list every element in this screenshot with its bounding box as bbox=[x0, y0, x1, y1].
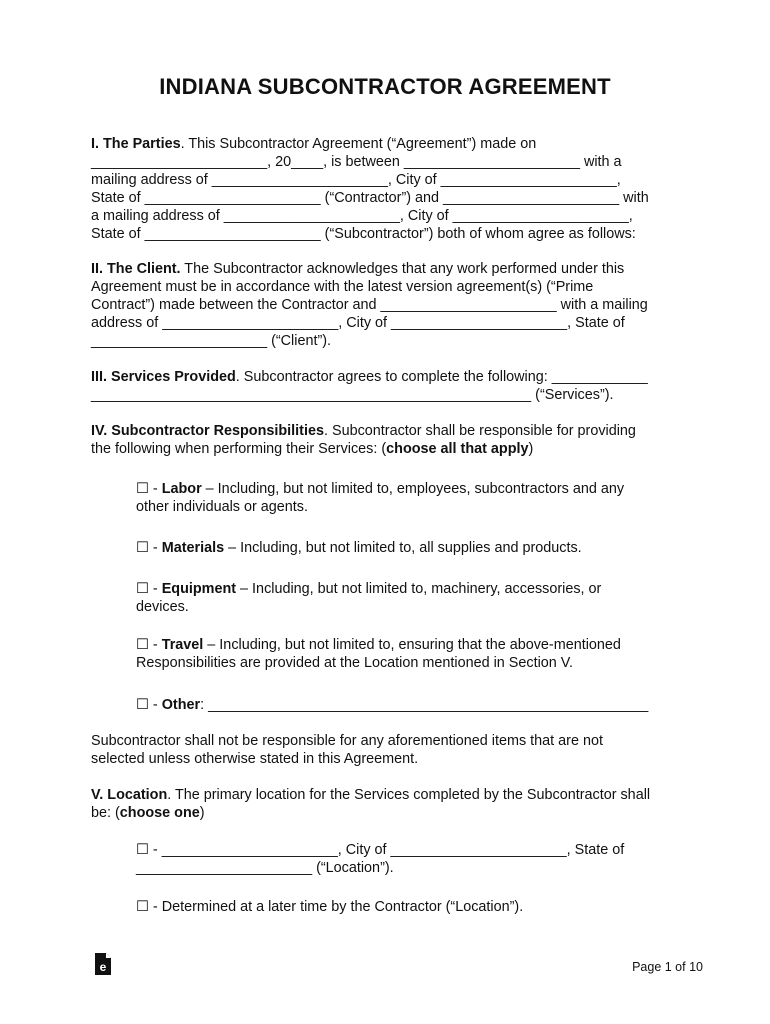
parties-line-3: mailing address of ______________________, City of ______________________, bbox=[91, 172, 621, 188]
materials-label: Materials bbox=[161, 540, 225, 556]
responsibilities-note-1: Subcontractor shall not be responsible for any aforementioned items that are not bbox=[91, 733, 603, 749]
location-line-1: V. Location. The primary location for the Services completed by the Subcontractor shall bbox=[91, 787, 651, 803]
page-number: Page 1 of 10 bbox=[632, 960, 703, 974]
parties-heading: I. The Parties bbox=[91, 136, 181, 152]
location-later-checkbox[interactable]: ☐ bbox=[136, 899, 149, 915]
labor-label: Labor bbox=[161, 481, 202, 497]
responsibilities-line-2: the following when performing their Services: (choose all that apply) bbox=[91, 441, 534, 457]
labor-checkbox[interactable]: ☐ bbox=[136, 481, 149, 497]
client-line-5: ______________________ (“Client”). bbox=[91, 333, 332, 349]
document-title: INDIANA SUBCONTRACTOR AGREEMENT bbox=[159, 74, 611, 99]
client-line-4: address of ______________________, City of ______________________, State of bbox=[91, 315, 625, 331]
location-option-later: ☐ - Determined at a later time by the Contractor (“Location”). bbox=[136, 899, 524, 915]
responsibilities-note-2: selected unless otherwise stated in this Agreement. bbox=[91, 751, 419, 767]
option-materials: ☐ - Materials – Including, but not limited to, all supplies and products. bbox=[136, 540, 582, 556]
responsibilities-line-1: IV. Subcontractor Responsibilities. Subcontractor shall be responsible for providing bbox=[91, 423, 636, 439]
services-line-2: _______________________________________________________ (“Services”). bbox=[91, 387, 614, 403]
travel-label: Travel bbox=[161, 637, 204, 653]
travel-checkbox[interactable]: ☐ bbox=[136, 637, 149, 653]
client-line-1: II. The Client. The Subcontractor acknowledges that any work performed under this bbox=[91, 261, 625, 277]
location-heading: V. Location bbox=[91, 787, 168, 803]
client-line-2: Agreement must be in accordance with the latest version agreement(s) (“Prime bbox=[91, 279, 594, 295]
materials-checkbox[interactable]: ☐ bbox=[136, 540, 149, 556]
eforms-logo-icon bbox=[94, 952, 112, 976]
logo-letter: e bbox=[99, 960, 107, 974]
option-equipment: ☐ - Equipment – Including, but not limited to, machinery, accessories, or bbox=[136, 581, 602, 597]
location-option-address-line-2: ______________________ (“Location”). bbox=[136, 860, 394, 876]
location-option-address: ☐ - ______________________, City of ______________________, State of bbox=[136, 842, 625, 858]
choose-all-instruction: choose all that apply bbox=[386, 441, 529, 457]
parties-line-6: State of ______________________ (“Subcontractor”) both of whom agree as follows: bbox=[91, 226, 636, 242]
parties-line-5: a mailing address of ______________________, City of ______________________, bbox=[91, 208, 633, 224]
option-travel: ☐ - Travel – Including, but not limited to, ensuring that the above-mentioned bbox=[136, 637, 621, 653]
equipment-label: Equipment bbox=[161, 581, 237, 597]
option-equipment-line-2: devices. bbox=[136, 599, 189, 615]
parties-line-2: ______________________, 20____, is between ______________________ with a bbox=[91, 154, 622, 170]
services-heading: III. Services Provided bbox=[91, 369, 236, 385]
other-checkbox[interactable]: ☐ bbox=[136, 697, 149, 713]
location-address-checkbox[interactable]: ☐ bbox=[136, 842, 149, 858]
equipment-checkbox[interactable]: ☐ bbox=[136, 581, 149, 597]
option-labor-line-2: other individuals or agents. bbox=[136, 499, 308, 515]
client-line-3: Contract”) made between the Contractor and ______________________ with a mailing bbox=[91, 297, 648, 313]
option-other: ☐ - Other: _______________________________________________________ bbox=[136, 697, 649, 713]
option-travel-line-2: Responsibilities are provided at the Location mentioned in Section V. bbox=[136, 655, 574, 671]
parties-line-4: State of ______________________ (“Contractor”) and ______________________ with bbox=[91, 190, 649, 206]
option-labor: ☐ - Labor – Including, but not limited to, employees, subcontractors and any bbox=[136, 481, 625, 497]
client-heading: II. The Client. bbox=[91, 261, 181, 277]
location-line-2: be: (choose one) bbox=[91, 805, 205, 821]
responsibilities-heading: IV. Subcontractor Responsibilities bbox=[91, 423, 324, 439]
other-label: Other bbox=[161, 697, 201, 713]
services-line-1: III. Services Provided. Subcontractor agrees to complete the following: ____________ bbox=[91, 369, 648, 385]
choose-one-instruction: choose one bbox=[119, 805, 200, 821]
parties-line-1: I. The Parties. This Subcontractor Agreement (“Agreement”) made on bbox=[91, 136, 537, 152]
